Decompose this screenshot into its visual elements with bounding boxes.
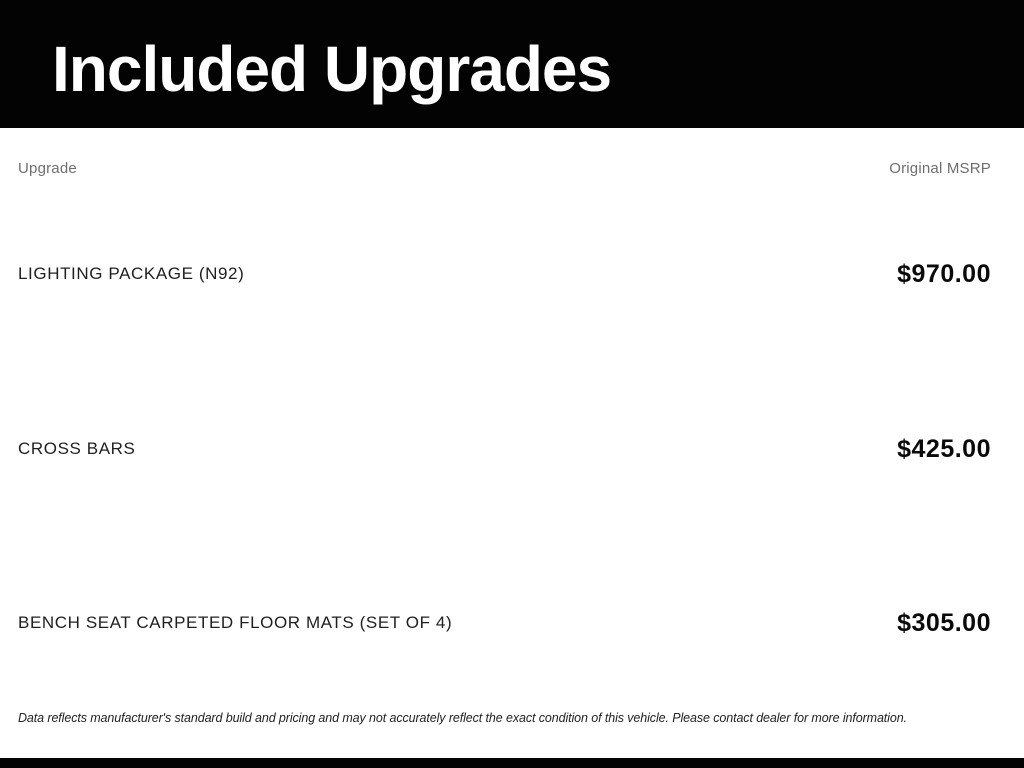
page-title: Included Upgrades [52,33,612,105]
table-column-headers [18,160,991,177]
upgrade-msrp: $970.00 [897,259,991,288]
page-header-banner [0,0,1024,128]
column-header-original-msrp: Original MSRP [889,160,991,177]
upgrade-name: BENCH SEAT CARPETED FLOOR MATS (SET OF 4) [18,613,453,632]
upgrade-msrp: $425.00 [897,434,991,463]
column-header-upgrade: Upgrade [18,160,77,177]
table-row [18,257,991,291]
disclaimer-text: Data reflects manufacturer's standard build and pricing and may not accurately reflect the exact condition of this vehicle. Please contact dealer for more information. [18,711,907,725]
upgrade-name: LIGHTING PACKAGE (N92) [18,264,245,283]
table-row [18,432,991,466]
table-row [18,606,991,640]
footer-stripe [0,758,1024,768]
upgrade-name: CROSS BARS [18,439,136,458]
upgrade-msrp: $305.00 [897,608,991,637]
